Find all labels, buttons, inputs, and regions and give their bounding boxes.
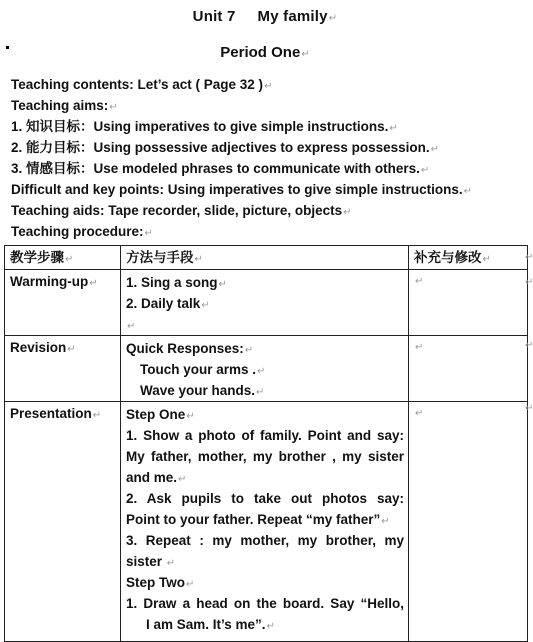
stage-cell: Warming-up↵ — [5, 270, 121, 336]
header-cell-notes: 补充与修改↵ — [409, 246, 528, 270]
paragraph-mark-icon: ↵ — [301, 49, 310, 60]
teaching-aims-label: Teaching aims:↵ — [11, 98, 118, 113]
row-end-mark-icon: ↵ — [525, 252, 533, 263]
table-row — [5, 402, 528, 642]
row-end-mark-icon: ↵ — [525, 403, 533, 414]
period-title: Period One↵ — [220, 44, 310, 61]
method-cell: Step One↵ 1. Show a photo of family. Point and say: My father, mother, my brother , my sister and me.↵ 2. Ask pupils to take out photos say: Point to your father. Repeat “my father”↵ 3. Repeat : my mother, my brother, my sister ↵ Step Two↵ 1. Draw a head on the board. Say “Hello, I am Sam. It’s me”.↵ — [121, 402, 409, 642]
row-end-mark-icon: ↵ — [525, 340, 533, 351]
lesson-info — [11, 74, 526, 242]
stage-cell: Presentation↵ — [5, 402, 121, 642]
teaching-aids: Teaching aids: Tape recorder, slide, picture, objects↵ — [11, 203, 352, 218]
teaching-procedure-label: Teaching procedure:↵ — [11, 224, 153, 239]
table-row — [5, 270, 528, 336]
table-header-row — [5, 246, 528, 270]
procedure-table — [4, 245, 528, 642]
note-cell[interactable]: ↵ — [409, 402, 528, 642]
stage-cell: Revision↵ — [5, 336, 121, 402]
aim-item: 3. 情感目标：Use modeled phrases to communicate with others.↵ — [11, 161, 430, 176]
aim-item: 1. 知识目标：Using imperatives to give simple instructions.↵ — [11, 119, 398, 134]
note-cell[interactable]: ↵ — [409, 336, 528, 402]
method-cell: 1. Sing a song↵ 2. Daily talk↵ ↵ — [121, 270, 409, 336]
table-row — [5, 336, 528, 402]
header-cell-stage: 教学步骤↵ — [5, 246, 121, 270]
aim-item: 2. 能力目标：Using possessive adjectives to express possession.↵ — [11, 140, 440, 155]
unit-title — [0, 8, 530, 25]
row-end-mark-icon: ↵ — [525, 277, 533, 288]
teaching-contents: Teaching contents: Let’s act ( Page 32 )↵ — [11, 77, 273, 92]
unit-topic: My family — [257, 8, 328, 25]
unit-number: Unit 7 — [192, 8, 236, 25]
paragraph-mark-icon: ↵ — [328, 13, 338, 24]
difficult-points: Difficult and key points: Using imperatives to give simple instructions.↵ — [11, 182, 472, 197]
note-cell[interactable]: ↵ — [409, 270, 528, 336]
method-cell: Quick Responses:↵ Touch your arms .↵ Wave your hands.↵ — [121, 336, 409, 402]
header-cell-method: 方法与手段↵ — [121, 246, 409, 270]
